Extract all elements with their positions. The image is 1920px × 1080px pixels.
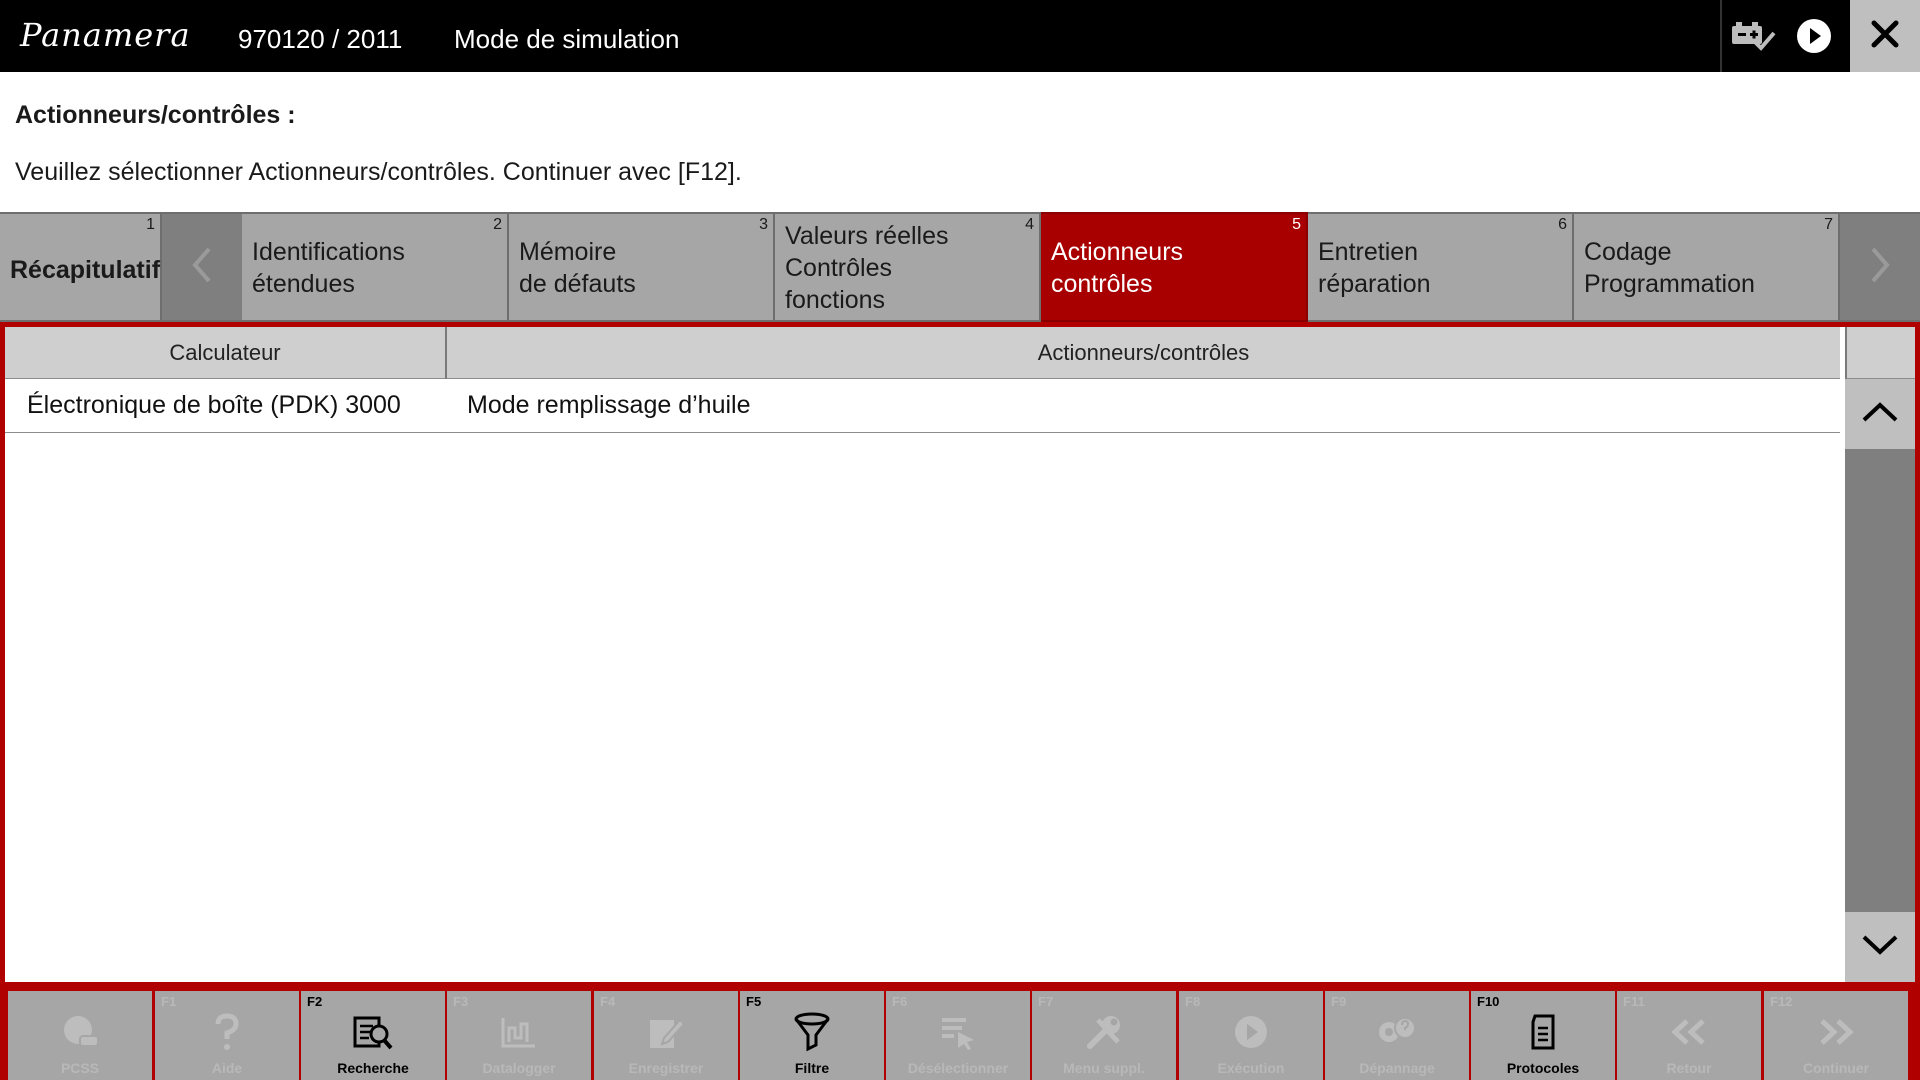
tab-label-line-1: Mémoire bbox=[519, 238, 617, 266]
battery-check-icon bbox=[1730, 19, 1776, 53]
tab-label-line-1: Actionneurs bbox=[1051, 238, 1184, 266]
tab-identifications[interactable] bbox=[242, 212, 509, 322]
tab-label-line-2: de défauts bbox=[519, 270, 636, 298]
fkey-code: F3 bbox=[453, 994, 469, 1009]
retour-button[interactable] bbox=[1617, 991, 1761, 1080]
fkey-code: F1 bbox=[161, 994, 177, 1009]
vehicle-code: 970120 / 2011 bbox=[238, 24, 403, 54]
chevron-up-icon bbox=[1860, 400, 1900, 429]
step-tab-bar bbox=[0, 212, 1920, 322]
chevron-down-icon bbox=[1860, 933, 1900, 962]
tab-number: 1 bbox=[146, 216, 155, 233]
fkey-label: Exécution bbox=[1217, 1060, 1285, 1076]
pcss-button[interactable] bbox=[8, 991, 152, 1080]
execution-button[interactable] bbox=[1179, 991, 1323, 1080]
tab-label-line-1: Codage bbox=[1584, 238, 1672, 266]
datalogger-icon bbox=[447, 1009, 591, 1055]
fkey-label: Recherche bbox=[337, 1060, 409, 1076]
tab-number: 3 bbox=[759, 216, 768, 233]
deselect-icon bbox=[886, 1009, 1030, 1055]
back-icon bbox=[1617, 1009, 1761, 1055]
scroll-up-button[interactable] bbox=[1845, 379, 1915, 449]
tab-number: 5 bbox=[1292, 216, 1301, 233]
fkey-label: Aide bbox=[211, 1060, 243, 1076]
fkey-label: Protocoles bbox=[1506, 1060, 1580, 1076]
protocoles-button[interactable] bbox=[1471, 991, 1615, 1080]
recherche-button[interactable] bbox=[301, 991, 445, 1080]
tab-entretien-reparation[interactable] bbox=[1308, 212, 1574, 322]
page-title: Actionneurs/contrôles : bbox=[15, 101, 296, 129]
tab-label-line-2: étendues bbox=[252, 270, 355, 298]
deselectionner-button[interactable] bbox=[886, 991, 1030, 1080]
tab-number: 2 bbox=[493, 216, 502, 233]
pcss-icon bbox=[8, 1009, 152, 1055]
tab-label-line-1: Identifications bbox=[252, 238, 405, 266]
fkey-label: PCSS bbox=[60, 1060, 100, 1076]
fkey-code: F11 bbox=[1623, 994, 1645, 1009]
cell-actionneur: Mode remplissage d’huile bbox=[467, 391, 751, 419]
depannage-button[interactable] bbox=[1325, 991, 1469, 1080]
scroll-down-button[interactable] bbox=[1845, 912, 1915, 982]
tab-label-line-2: contrôles bbox=[1051, 270, 1153, 298]
fkey-code: F5 bbox=[746, 994, 762, 1009]
fkey-code: F2 bbox=[307, 994, 323, 1009]
fkey-code: F7 bbox=[1038, 994, 1054, 1009]
tabs-scroll-left-button[interactable] bbox=[162, 212, 242, 322]
actuator-selection-panel bbox=[0, 322, 1920, 987]
table-row[interactable] bbox=[5, 379, 1840, 433]
fkey-code: F4 bbox=[600, 994, 616, 1009]
battery-check-button[interactable] bbox=[1722, 0, 1784, 72]
tabs-scroll-right-button[interactable] bbox=[1840, 212, 1920, 322]
column-header-actionneurs[interactable]: Actionneurs/contrôles bbox=[1037, 340, 1250, 365]
play-icon bbox=[1179, 1009, 1323, 1055]
tab-valeurs-reelles[interactable] bbox=[775, 212, 1041, 322]
chevron-left-icon bbox=[189, 245, 215, 290]
fkey-code: F6 bbox=[892, 994, 908, 1009]
tab-label-line-1: Entretien bbox=[1318, 238, 1419, 266]
protocol-icon bbox=[1471, 1009, 1615, 1055]
close-button[interactable] bbox=[1850, 0, 1920, 72]
scroll-corner bbox=[1845, 327, 1915, 379]
close-icon bbox=[1870, 19, 1900, 54]
tab-actionneurs-controles[interactable] bbox=[1041, 212, 1308, 322]
tab-label-line-2: réparation bbox=[1318, 270, 1431, 298]
tab-memoire-defauts[interactable] bbox=[509, 212, 775, 322]
fkey-label: Dépannage bbox=[1359, 1060, 1435, 1076]
help-icon bbox=[155, 1009, 299, 1055]
tab-codage-programmation[interactable] bbox=[1574, 212, 1840, 322]
filtre-button[interactable] bbox=[740, 991, 884, 1080]
column-header-calculateur[interactable]: Calculateur bbox=[169, 340, 281, 365]
play-button[interactable] bbox=[1784, 0, 1844, 72]
save-icon bbox=[594, 1009, 738, 1055]
datalogger-button[interactable] bbox=[447, 991, 591, 1080]
function-key-bar bbox=[0, 987, 1920, 1080]
tab-label-line-2: Programmation bbox=[1584, 270, 1755, 298]
filter-icon bbox=[740, 1009, 884, 1055]
play-circle-icon bbox=[1796, 18, 1832, 54]
enregistrer-button[interactable] bbox=[594, 991, 738, 1080]
tab-label-line-3: fonctions bbox=[785, 286, 886, 314]
tab-number: 6 bbox=[1558, 216, 1567, 233]
fkey-label: Continuer bbox=[1802, 1060, 1870, 1076]
continue-icon bbox=[1764, 1009, 1908, 1055]
troubleshoot-icon bbox=[1325, 1009, 1469, 1055]
fkey-code: F9 bbox=[1331, 994, 1347, 1009]
fkey-label: Filtre bbox=[794, 1060, 830, 1076]
tab-recapitulatif[interactable] bbox=[0, 212, 162, 322]
page-instruction: Veuillez sélectionner Actionneurs/contrôles. Continuer avec [F12]. bbox=[15, 158, 742, 186]
vertical-scrollbar[interactable] bbox=[1845, 379, 1915, 982]
continuer-button[interactable] bbox=[1764, 991, 1908, 1080]
tab-label: Récapitulatif bbox=[10, 256, 161, 284]
tab-label-line-2: Contrôles bbox=[785, 254, 892, 282]
simulation-mode-label: Mode de simulation bbox=[454, 24, 680, 54]
title-bar bbox=[0, 0, 1920, 72]
cell-calculateur: Électronique de boîte (PDK) 3000 bbox=[27, 391, 401, 419]
brand-logo: Panamera bbox=[20, 16, 191, 54]
table-header bbox=[5, 327, 1840, 379]
aide-button[interactable] bbox=[155, 991, 299, 1080]
tab-label-line-1: Valeurs réelles bbox=[785, 222, 949, 250]
fkey-label: Menu suppl. bbox=[1063, 1060, 1145, 1076]
menu-suppl-button[interactable] bbox=[1032, 991, 1176, 1080]
fkey-code: F12 bbox=[1770, 994, 1793, 1009]
fkey-code: F8 bbox=[1185, 994, 1201, 1009]
chevron-right-icon bbox=[1867, 245, 1893, 290]
tools-icon bbox=[1032, 1009, 1176, 1055]
tab-number: 7 bbox=[1824, 216, 1833, 233]
tab-number: 4 bbox=[1025, 216, 1034, 233]
search-icon bbox=[301, 1009, 445, 1055]
fkey-code: F10 bbox=[1477, 994, 1500, 1009]
fkey-label: Enregistrer bbox=[628, 1060, 704, 1076]
fkey-label: Désélectionner bbox=[907, 1060, 1009, 1076]
fkey-label: Datalogger bbox=[482, 1060, 556, 1076]
fkey-label: Retour bbox=[1666, 1060, 1712, 1076]
